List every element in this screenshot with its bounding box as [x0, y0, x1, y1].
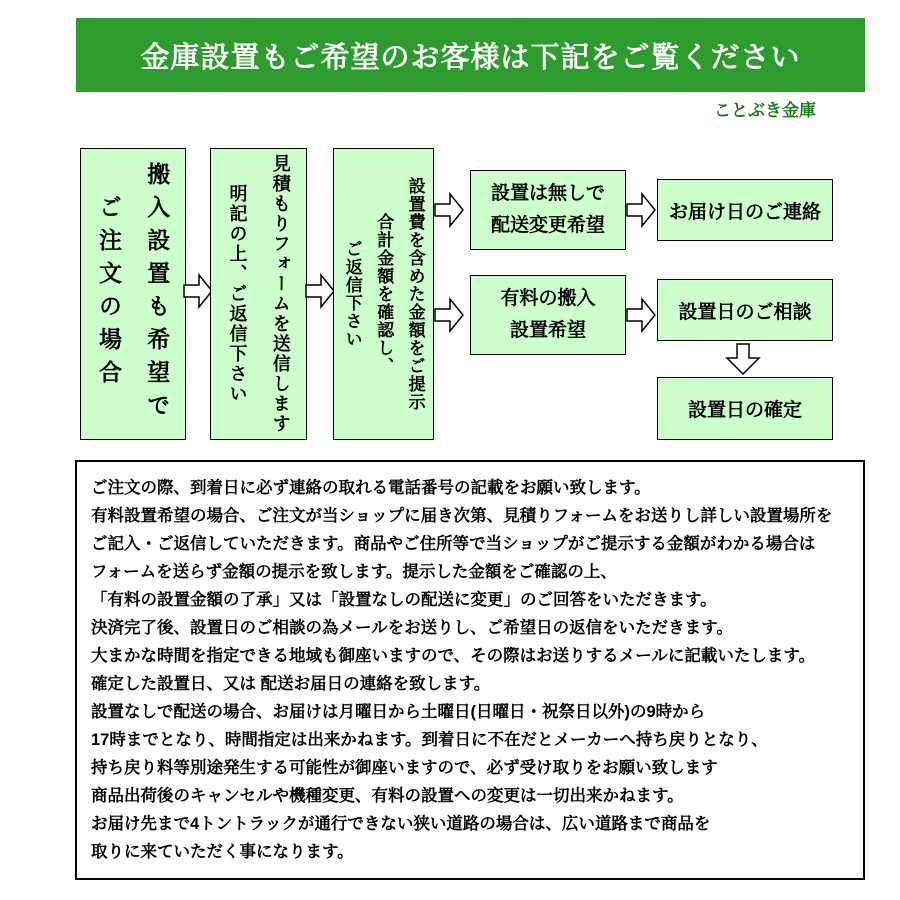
note-line: 大まかな時間を指定できる地域も御座いますので、その際はお送りするメールに記載いたします。 — [91, 647, 816, 665]
note-line: 持ち戻り料等別途発生する可能性が御座いますので、必ず受け取りをお願い致します — [91, 759, 718, 777]
header-banner — [76, 18, 865, 92]
vertical-text — [85, 149, 182, 439]
note-line: 商品出荷後のキャンセルや機種変更、有料の設置への変更は一切出来かねます。 — [91, 787, 684, 805]
arrow-right-icon — [626, 191, 656, 229]
note-line: ご記入・ご返信していただきます。商品やご住所等で当ショップがご提示する金額がわかる場合は — [91, 535, 816, 553]
flow-result-install-fixed — [657, 377, 833, 440]
branch-bottom-line1: 有料の搬入 — [500, 287, 596, 309]
flow-step-estimate-line1: 見積もりフォームを送信します — [270, 154, 291, 434]
arrow-right-icon — [434, 191, 464, 229]
arrow-right-icon — [626, 296, 656, 334]
flow-step-estimate-line2: 明記の上、ご返信下さい — [227, 184, 248, 404]
page-title: 金庫設置もご希望のお客様は下記をご覧ください — [140, 41, 801, 74]
flow-result-install-consult — [657, 279, 833, 341]
note-line: 決済完了後、設置日のご相談の為メールをお送りし、ご希望日の返信をいただきます。 — [91, 619, 733, 637]
flow-step-price-line1: 設置費を含めた金額をご提示 — [405, 177, 425, 411]
note-line: フォームを送らず金額の提示を致します。提示した金額をご確認の上、 — [91, 563, 617, 581]
result-top-label: お届け日のご連絡 — [668, 201, 821, 223]
flow-step-order-line2: ご注文の場合 — [96, 195, 122, 393]
branch-top-line2: 配送変更希望 — [490, 215, 605, 236]
note-line: 17時までとなり、時間指定は出来かねます。到着日に不在だとメーカーへ持ち戻りとなり、 — [91, 731, 768, 749]
flow-result-delivery-contact — [657, 179, 833, 241]
flow-branch-paid-install — [470, 275, 626, 355]
brand-label: ことぶき金庫 — [714, 101, 816, 120]
result-final-label: 設置日の確定 — [687, 400, 802, 421]
flow-step-estimate-form — [210, 148, 307, 440]
branch-top-line1: 設置は無しで — [490, 182, 605, 204]
vertical-text — [336, 149, 430, 439]
branch-top-text — [491, 178, 605, 243]
flow-step-order — [80, 148, 186, 440]
branch-bottom-text — [500, 283, 595, 348]
result-mid-label: 設置日のご相談 — [678, 301, 812, 323]
arrow-right-icon — [183, 272, 213, 310]
flow-step-price-line2: 合計金額を確認し、 — [374, 213, 394, 375]
note-line: 有料設置希望の場合、ご注文が当ショップに届き次第、見積りフォームをお送りし詳しい設置場所を — [91, 507, 833, 525]
arrow-right-icon — [305, 272, 335, 310]
note-line: 設置なしで配送の場合、お届けは月曜日から土曜日(日曜日・祝祭日以外)の9時から — [91, 703, 706, 721]
note-line: お届け先まで4トントラックが通行できない狭い道路の場合は、広い道路まで商品を — [91, 815, 711, 833]
flow-step-order-line1: 搬入設置も希望で — [144, 162, 171, 426]
note-line: 「有料の設置金額の了承」又は「設置なしの配送に変更」のご回答をいただきます。 — [91, 591, 717, 609]
note-line: 取りに来ていただく事になります。 — [91, 843, 354, 861]
arrow-down-icon — [724, 343, 762, 375]
flow-branch-no-install — [470, 170, 626, 250]
note-line: ご注文の際、到着日に必ず連絡の取れる電話番号の記載をお願い致します。 — [91, 479, 651, 497]
notes-box — [75, 460, 865, 880]
arrow-right-icon — [434, 296, 464, 334]
vertical-text — [215, 149, 301, 439]
flow-step-price-confirm — [333, 148, 434, 440]
note-line: 確定した設置日、又は 配送お届日の連絡を致します。 — [91, 675, 491, 693]
branch-bottom-line2: 設置希望 — [509, 320, 586, 341]
flow-step-price-line3: ご返信下さい — [342, 240, 362, 348]
